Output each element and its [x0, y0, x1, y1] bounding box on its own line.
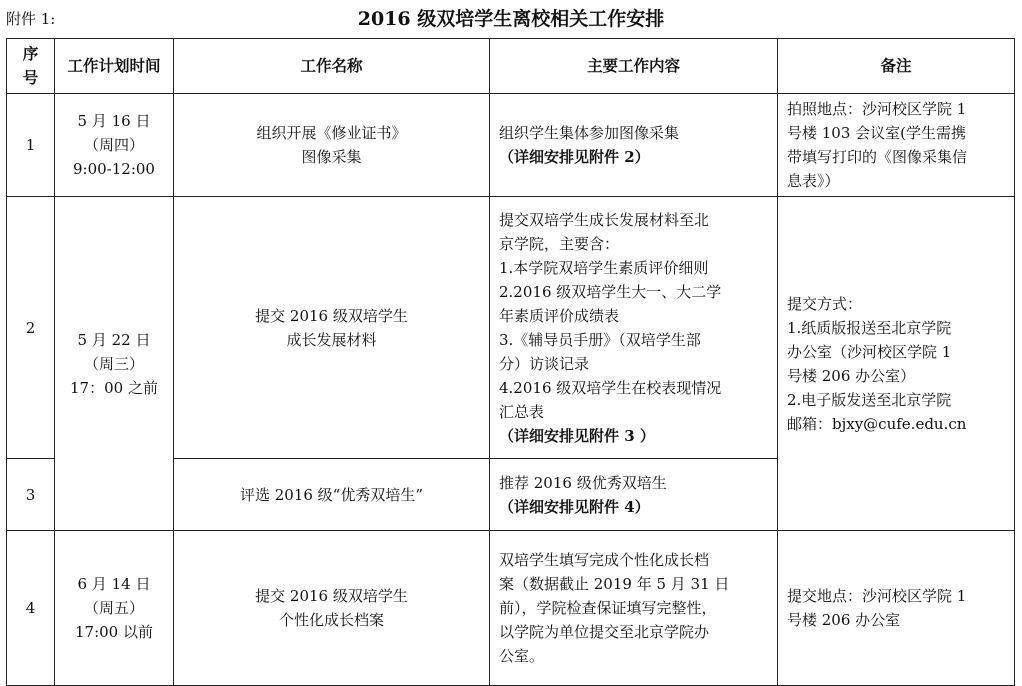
content-line: 1.本学院双培学生素质评价细则 [499, 258, 709, 277]
content-line: 4.2016 级双培学生在校表现情况 [499, 378, 722, 397]
header-no: 序号 [7, 39, 55, 94]
row-task-name [174, 197, 490, 459]
content-line: 前），学院检查保证填写完整性， [499, 599, 717, 617]
content-detail-note: （详细安排见附件 2） [499, 148, 650, 166]
table-row [7, 94, 1015, 197]
remark-line: 号楼 103 会议室(学生需携 [787, 124, 967, 142]
remark-line: 号楼 206 办公室 [787, 611, 901, 629]
header-remark: 备注 [778, 39, 1015, 94]
time-line: 9:00-12:00 [73, 160, 155, 178]
row-content [490, 197, 778, 459]
remark-line: 提交方式： [787, 294, 863, 313]
document-title: 2016 级双培学生离校相关工作安排 [357, 8, 665, 30]
name-line: 组织开展《修业证书》 [256, 124, 407, 142]
attachment-label: 附件 1: [6, 10, 56, 28]
row-number: 2 [7, 197, 55, 459]
remark-line: 2.电子版发送至北京学院 [787, 390, 952, 409]
remark-line: 办公室（沙河校区学院 1 [787, 342, 952, 361]
row-content [490, 459, 778, 531]
content-line: 2.2016 级双培学生大一、大二学 [499, 282, 722, 301]
name-line: 提交 2016 级双培学生 [255, 587, 408, 605]
row-content [490, 531, 778, 686]
content-line: 案（数据截止 2019 年 5 月 31 日 [499, 575, 730, 593]
name-line: 提交 2016 级双培学生 [255, 306, 408, 325]
time-line: 17：00 之前 [70, 378, 158, 397]
row-number: 1 [7, 94, 55, 197]
row-remark [778, 531, 1015, 686]
content-detail-note: （详细安排见附件 4） [499, 497, 650, 516]
content-line: 双培学生填写完成个性化成长档 [499, 551, 710, 569]
name-line: 个性化成长档案 [278, 611, 384, 629]
content-line: 公室。 [499, 647, 545, 665]
row-time [55, 94, 174, 197]
time-line: 6 月 14 日 [77, 575, 151, 593]
time-line: （周四） [83, 136, 144, 154]
table-row [7, 531, 1015, 686]
time-line: （周三） [83, 354, 144, 373]
remark-line: 号楼 206 办公室） [787, 366, 916, 385]
time-line: （周五） [83, 599, 144, 617]
header-time: 工作计划时间 [55, 39, 174, 94]
row-content [490, 94, 778, 197]
content-line: 以学院为单位提交至北京学院办 [499, 623, 710, 641]
content-line: 汇总表 [499, 402, 545, 421]
row-task-name [174, 94, 490, 197]
row-task-name [174, 459, 490, 531]
name-line: 评选 2016 级“优秀双培生” [239, 485, 424, 504]
content-line: 3.《辅导员手册》（双培学生部 [499, 330, 701, 349]
content-line: 提交双培学生成长发展材料至北 [499, 210, 710, 229]
content-line: 组织学生集体参加图像采集 [499, 124, 680, 142]
row-time [55, 531, 174, 686]
row-remark [778, 94, 1015, 197]
remark-line: 邮箱：bjxy@cufe.edu.cn [787, 414, 967, 433]
header-name: 工作名称 [174, 39, 490, 94]
row-remark [778, 197, 1015, 531]
time-line: 5 月 22 日 [77, 330, 151, 349]
row-number: 3 [7, 459, 55, 531]
remark-line: 拍照地点：沙河校区学院 1 [787, 100, 967, 118]
schedule-table [6, 38, 1015, 686]
time-line: 17:00 以前 [75, 623, 153, 641]
content-line: 推荐 2016 级优秀双培生 [499, 473, 667, 492]
row-task-name [174, 531, 490, 686]
remark-line: 1.纸质版报送至北京学院 [787, 318, 952, 337]
remark-line: 息表》） [787, 172, 840, 190]
row-time [55, 197, 174, 531]
time-line: 5 月 16 日 [77, 112, 151, 130]
remark-line: 提交地点：沙河校区学院 1 [787, 587, 967, 605]
row-number: 4 [7, 531, 55, 686]
content-detail-note: （详细安排见附件 3 ） [499, 426, 655, 445]
content-line: 年素质评价成绩表 [499, 306, 620, 325]
header-content: 主要工作内容 [490, 39, 778, 94]
name-line: 成长发展材料 [286, 330, 377, 349]
remark-line: 带填写打印的《图像采集信 [787, 148, 968, 166]
table-row [7, 197, 1015, 459]
content-line: 京学院，主要含： [499, 234, 620, 253]
table-header-row [7, 39, 1015, 94]
name-line: 图像采集 [301, 148, 362, 166]
content-line: 分）访谈记录 [499, 354, 590, 373]
